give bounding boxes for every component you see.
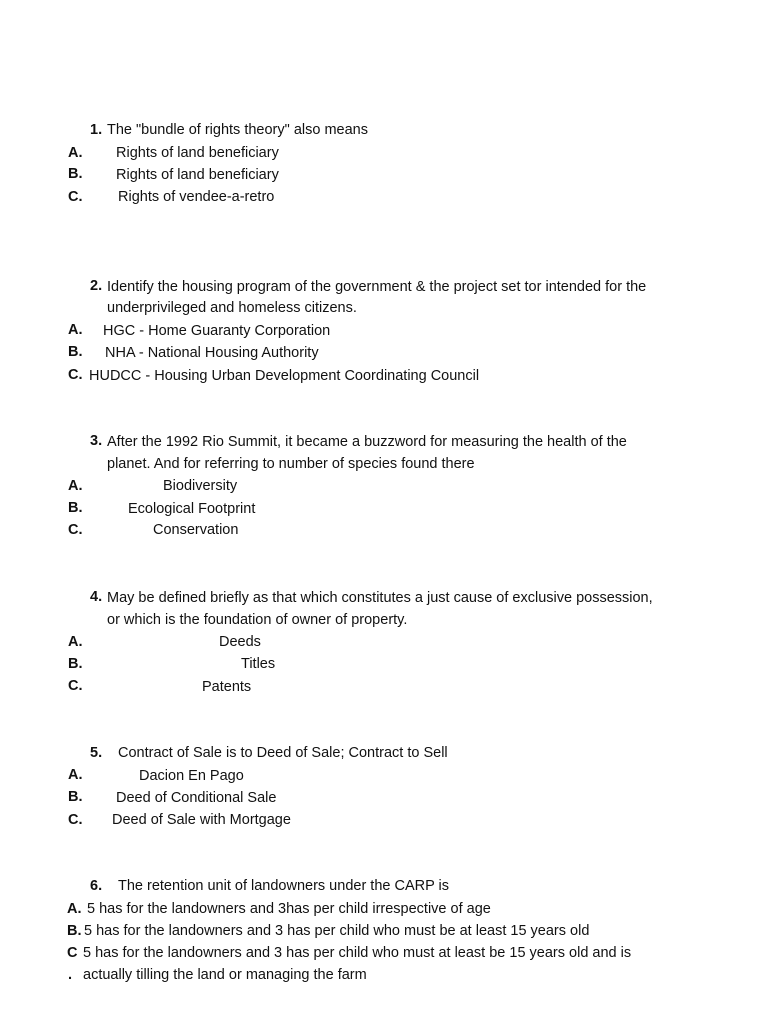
question-2-number: 2.: [90, 278, 103, 294]
question-1-option-b-letter: B.: [68, 166, 83, 182]
question-2-text-line-2: underprivileged and homeless citizens.: [107, 300, 357, 316]
question-1-option-a-text: Rights of land beneficiary: [116, 145, 279, 161]
question-6-text: The retention unit of landowners under the CARP is: [118, 878, 450, 894]
question-4-option-c-text: Patents: [202, 679, 252, 695]
question-4-text-line-1: May be defined briefly as that which constitutes a just cause of exclusive possession,: [107, 590, 653, 606]
question-2-option-c-letter: C.: [68, 367, 83, 383]
question-4-option-c-letter: C.: [68, 678, 83, 694]
question-2-option-a-text: HGC - Home Guaranty Corporation: [103, 323, 331, 339]
question-5-option-b-letter: B.: [68, 789, 83, 805]
question-6-option-b-letter: B.: [67, 923, 82, 939]
question-1-text: The "bundle of rights theory" also means: [107, 122, 368, 138]
question-5-option-c-letter: C.: [68, 812, 83, 828]
question-3-option-c-letter: C.: [68, 522, 83, 538]
question-6-option-a-text: 5 has for the landowners and 3has per child irrespective of age: [87, 901, 491, 917]
question-4-number: 4.: [90, 589, 103, 605]
question-2-option-a-letter: A.: [68, 322, 83, 338]
question-2-option-c-text: HUDCC - Housing Urban Development Coordinating Council: [89, 368, 480, 384]
question-3-option-a-text: Biodiversity: [163, 478, 238, 494]
question-3-text-line-2: planet. And for referring to number of species found there: [107, 456, 475, 472]
question-2-text-line-1: Identify the housing program of the government & the project set tor intended for the: [107, 279, 647, 295]
question-6-option-c-continuation-marker: .: [68, 967, 73, 983]
question-4-option-a-letter: A.: [68, 634, 83, 650]
question-1-option-a-letter: A.: [68, 145, 83, 161]
question-4-option-b-letter: B.: [68, 656, 83, 672]
question-6-option-c-letter: C: [67, 945, 78, 961]
question-5-text: Contract of Sale is to Deed of Sale; Contract to Sell: [118, 745, 448, 761]
question-2-option-b-text: NHA - National Housing Authority: [105, 345, 319, 361]
question-6-option-b-text: 5 has for the landowners and 3 has per child who must be at least 15 years old: [84, 923, 590, 939]
question-2-option-b-letter: B.: [68, 344, 83, 360]
question-3-option-a-letter: A.: [68, 478, 83, 494]
question-6-option-c-continuation-text: actually tilling the land or managing the farm: [83, 967, 367, 983]
question-1-number: 1.: [90, 122, 103, 138]
question-5-option-c-text: Deed of Sale with Mortgage: [112, 812, 291, 828]
question-3-option-b-letter: B.: [68, 500, 83, 516]
question-6-option-a-letter: A.: [67, 901, 82, 917]
question-5-number: 5.: [90, 745, 103, 761]
question-3-number: 3.: [90, 433, 103, 449]
question-1-option-c-letter: C.: [68, 189, 83, 205]
question-5-option-a-text: Dacion En Pago: [139, 768, 244, 784]
question-3-option-c-text: Conservation: [153, 522, 239, 538]
question-4-option-b-text: Titles: [241, 656, 276, 672]
question-4-text-line-2: or which is the foundation of owner of property.: [107, 612, 408, 628]
question-1-option-c-text: Rights of vendee-a-retro: [118, 189, 275, 205]
question-5-option-a-letter: A.: [68, 767, 83, 783]
question-6-number: 6.: [90, 878, 103, 894]
question-3-option-b-text: Ecological Footprint: [128, 501, 256, 517]
question-5-option-b-text: Deed of Conditional Sale: [116, 790, 277, 806]
question-4-option-a-text: Deeds: [219, 634, 261, 650]
question-6-option-c-text: 5 has for the landowners and 3 has per child who must at least be 15 years old and is: [83, 945, 632, 961]
question-1-option-b-text: Rights of land beneficiary: [116, 167, 279, 183]
question-3-text-line-1: After the 1992 Rio Summit, it became a buzzword for measuring the health of the: [107, 434, 627, 450]
